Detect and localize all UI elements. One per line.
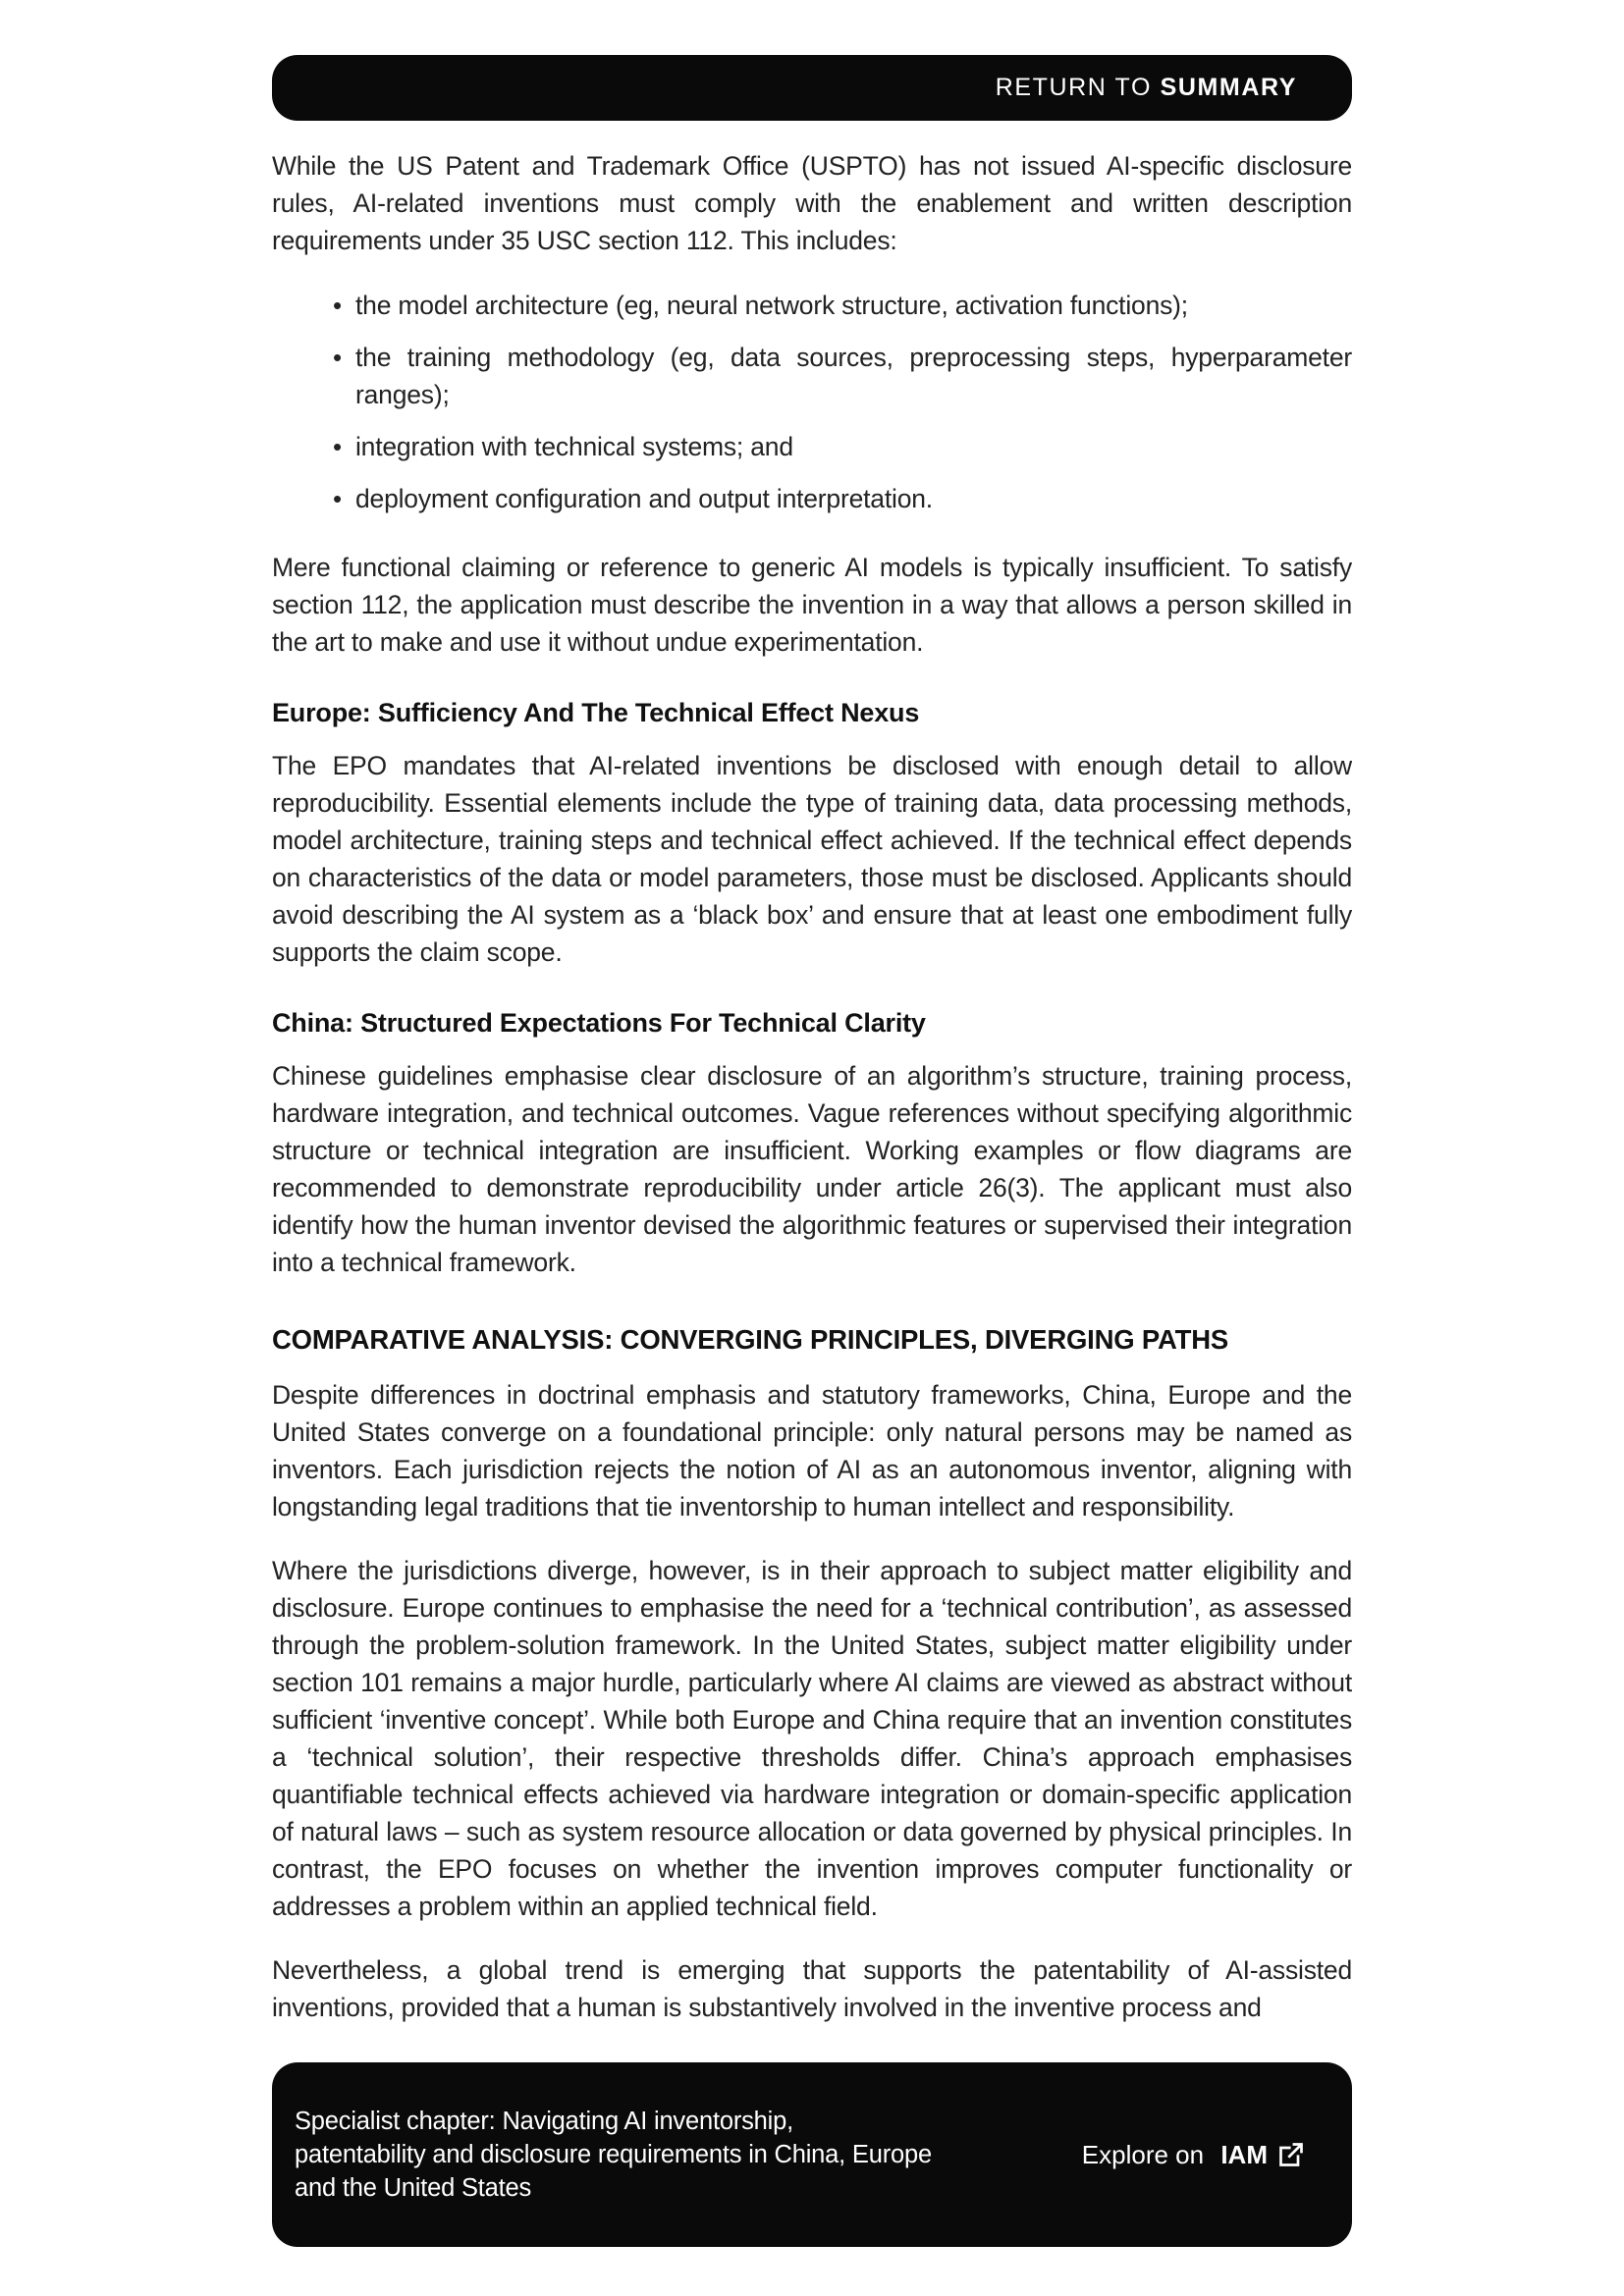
paragraph-china: Chinese guidelines emphasise clear disclosure of an algorithm’s structure, training process, hardware integration, and technical outcomes. Vague references without specifying algorithmic structure or technical integration are insufficient. Working examples or flow diagrams are recommended to demonstrate reproducibility under article 26(3). The applicant must also identify how the human inventor devised the algorithmic features or supervised their integration into a technical framework. <box>272 1061 1352 1277</box>
footer-chapter-line1: Specialist chapter: Navigating AI inventorship, <box>295 2108 793 2135</box>
bullet-dot-icon: • <box>333 291 342 320</box>
return-to-summary-label <box>996 74 1297 102</box>
paragraph-nevertheless: Nevertheless, a global trend is emerging that supports the patentability of AI-assisted inventions, provided that a human is substantively involved in the inventive process and <box>272 1955 1352 2022</box>
explore-on-label-regular: Explore on <box>1081 2139 1212 2169</box>
heading-europe: Europe: Sufficiency And The Technical Effect Nexus <box>272 698 920 727</box>
footer-chapter-line3: and the United States <box>295 2174 532 2202</box>
external-link-icon <box>1277 2141 1305 2168</box>
return-to-summary-button[interactable] <box>272 55 1352 121</box>
paragraph-intro: While the US Patent and Trademark Office (USPTO) has not issued AI-specific disclosure rules, AI-related inventions must comply with the enablement and written description requirements under 35 USC section 112. This includes: <box>272 151 1352 255</box>
list-item <box>272 480 1352 517</box>
body-column <box>272 147 1352 2051</box>
list-item <box>272 287 1352 324</box>
list-item <box>272 339 1352 413</box>
return-to-label-regular: RETURN TO <box>995 74 1161 101</box>
footer-chapter-title <box>295 2105 932 2205</box>
disclosure-bullet-list <box>272 287 1352 517</box>
explore-on-label-bold: IAM <box>1220 2139 1268 2169</box>
list-item <box>272 428 1352 465</box>
footer-bar <box>272 2062 1352 2247</box>
bullet-text: deployment configuration and output interpretation. <box>355 484 933 513</box>
paragraph-europe: The EPO mandates that AI-related inventions be disclosed with enough detail to allow reproducibility. Essential elements include the type of training data, data processing methods, model architecture, training steps and technical effect achieved. If the technical effect depends on characteristics of the data or model parameters, those must be disclosed. Applicants should avoid describing the AI system as a ‘black box’ and ensure that at least one embodiment fully supports the claim scope. <box>272 751 1352 967</box>
bullet-text: integration with technical systems; and <box>355 432 793 461</box>
paragraph-despite: Despite differences in doctrinal emphasis and statutory frameworks, China, Europe and the United States converge on a foundational principle: only natural persons may be named as inventors. Each jurisdiction rejects the notion of AI as an autonomous inventor, aligning with longstanding legal traditions that tie inventorship to human intellect and responsibility. <box>272 1380 1352 1522</box>
paragraph-where: Where the jurisdictions diverge, however, is in their approach to subject matter eligibility and disclosure. Europe continues to emphasise the need for a ‘technical contribution’, as assessed through the problem-solution framework. In the United States, subject matter eligibility under section 101 remains a major hurdle, particularly where AI claims are viewed as abstract without sufficient ‘inventive concept’. While both Europe and China require that an invention constitutes a ‘technical solution’, their respective thresholds differ. China’s approach emphasises quantifiable technical effects achieved via hardware integration or domain-specific application of natural laws – such as system resource allocation or data governed by physical principles. In contrast, the EPO focuses on whether the invention improves computer functionality or addresses a problem within an applied technical field. <box>272 1556 1352 1921</box>
bullet-dot-icon: • <box>333 484 342 513</box>
bullet-dot-icon: • <box>333 343 342 372</box>
footer-chapter-line2: patentability and disclosure requirements in China, Europe <box>295 2141 932 2168</box>
heading-china: China: Structured Expectations For Technical Clarity <box>272 1008 926 1038</box>
explore-on-iam-link[interactable] <box>1082 2140 1305 2170</box>
bullet-text: the training methodology (eg, data sources, preprocessing steps, hyperparameter ranges); <box>355 343 1352 409</box>
return-to-label-bold: SUMMARY <box>1160 74 1297 101</box>
paragraph-mere-functional: Mere functional claiming or reference to generic AI models is typically insufficient. To satisfy section 112, the application must describe the invention in a way that allows a person skilled in the art to make and use it without undue experimentation. <box>272 553 1352 657</box>
heading-comparative-analysis: COMPARATIVE ANALYSIS: CONVERGING PRINCIPLES, DIVERGING PATHS <box>272 1324 1229 1355</box>
bullet-dot-icon: • <box>333 432 342 461</box>
bullet-text: the model architecture (eg, neural network structure, activation functions); <box>355 291 1188 320</box>
